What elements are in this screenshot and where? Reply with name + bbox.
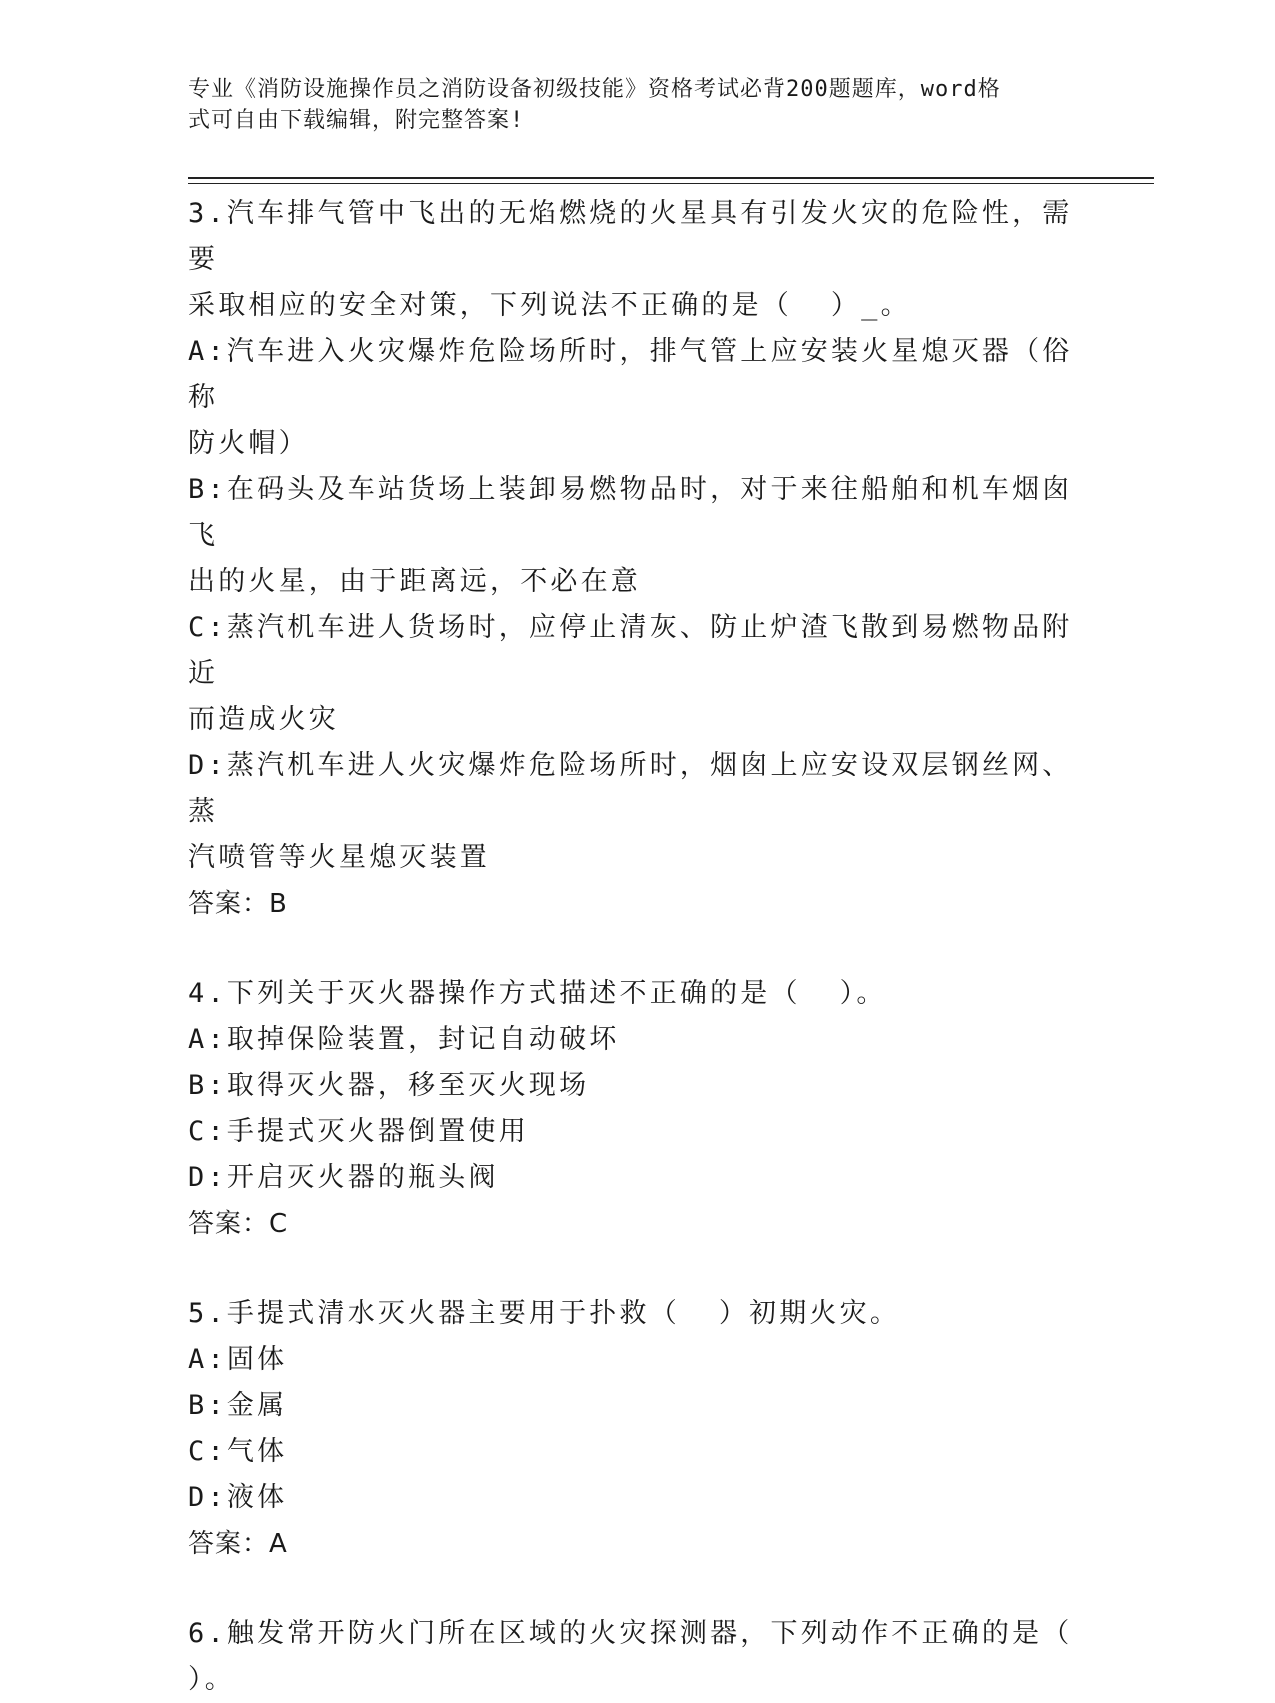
header-divider-thin	[188, 183, 1154, 184]
header-line-2: 式可自由下载编辑，附完整答案!	[188, 108, 525, 133]
question-stem-line: 6.触发常开防火门所在区域的火灾探测器，下列动作不正确的是（	[188, 1618, 1073, 1649]
option-a-line: A:汽车进入火灾爆炸危险场所时，排气管上应安装火星熄灭器（俗称	[188, 336, 1073, 413]
question-stem-line: 采取相应的安全对策，下列说法不正确的是（ ）_。	[188, 290, 911, 321]
option-d-line: D:蒸汽机车进人火灾爆炸危险场所时，烟囱上应安设双层钢丝网、蒸	[188, 750, 1073, 827]
document-header	[188, 74, 1068, 136]
option-d-line: 汽喷管等火星熄灭装置	[188, 842, 490, 873]
option-d-line: D:液体	[188, 1482, 288, 1513]
option-c-line: 而造成火灾	[188, 704, 339, 735]
question-stem-line: 4.下列关于灭火器操作方式描述不正确的是（ ）。	[188, 978, 887, 1009]
option-c-line: C:蒸汽机车进人货场时，应停止清灰、防止炉渣飞散到易燃物品附近	[188, 612, 1073, 689]
question-spacer	[188, 1247, 1088, 1291]
answer-label: 答案：A	[188, 1529, 288, 1559]
option-d-line: D:开启灭火器的瓶头阀	[188, 1162, 499, 1193]
option-a-line: A:取掉保险装置，封记自动破坏	[188, 1024, 620, 1055]
option-a-line: A:固体	[188, 1344, 288, 1375]
option-b-line: B:金属	[188, 1390, 288, 1421]
question-stem-line: 3.汽车排气管中飞出的无焰燃烧的火星具有引发火灾的危险性，需要	[188, 198, 1073, 275]
answer-label: 答案：B	[188, 889, 288, 919]
answer-label: 答案：C	[188, 1209, 289, 1239]
option-b-line: B:在码头及车站货场上装卸易燃物品时，对于来往船舶和机车烟囱飞	[188, 474, 1073, 551]
question-list	[188, 191, 1088, 1703]
question-stem-line: 5.手提式清水灭火器主要用于扑救（ ）初期火灾。	[188, 1298, 901, 1329]
question-5	[188, 1291, 1088, 1567]
option-c-line: C:手提式灭火器倒置使用	[188, 1116, 529, 1147]
question-spacer	[188, 1567, 1088, 1611]
question-4	[188, 971, 1088, 1247]
option-c-line: C:气体	[188, 1436, 288, 1467]
question-3	[188, 191, 1088, 927]
option-b-line: B:取得灭火器，移至灭火现场	[188, 1070, 590, 1101]
header-line-1: 专业《消防设施操作员之消防设备初级技能》资格考试必背200题题库，word格	[188, 77, 1001, 102]
question-6	[188, 1611, 1088, 1703]
question-spacer	[188, 927, 1088, 971]
option-b-line: 出的火星，由于距离远，不必在意	[188, 566, 641, 597]
question-stem-line: ）。	[188, 1664, 235, 1695]
header-divider-thick	[188, 177, 1154, 179]
option-a-line: 防火帽）	[188, 428, 309, 459]
